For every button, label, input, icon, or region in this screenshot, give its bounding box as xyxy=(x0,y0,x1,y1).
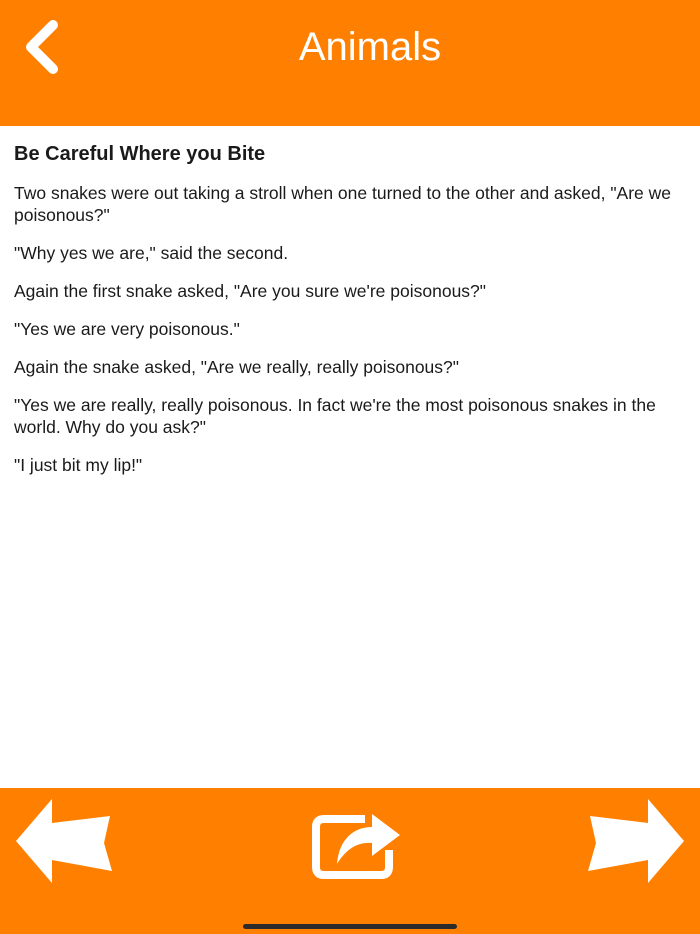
next-joke-button[interactable] xyxy=(586,798,686,884)
page-title: Animals xyxy=(298,25,442,69)
home-indicator[interactable] xyxy=(243,924,457,929)
left-arrow-icon xyxy=(14,798,114,884)
joke-paragraph: "Yes we are really, really poisonous. In fact we're the most poisonous snakes in the world. Why do you ask?" xyxy=(14,395,656,437)
joke-paragraph: Again the snake asked, "Are we really, really poisonous?" xyxy=(14,357,459,377)
previous-joke-button[interactable] xyxy=(14,798,114,884)
joke-paragraph: "I just bit my lip!" xyxy=(14,455,143,475)
share-button[interactable] xyxy=(312,800,404,880)
joke-paragraph: "Yes we are very poisonous." xyxy=(14,319,240,339)
share-icon xyxy=(312,800,404,880)
top-navigation-bar xyxy=(0,0,700,126)
joke-paragraph: Again the first snake asked, "Are you sure we're poisonous?" xyxy=(14,281,486,301)
joke-content xyxy=(14,140,686,492)
joke-title: Be Careful Where you Bite xyxy=(14,143,266,165)
joke-paragraph: Two snakes were out taking a stroll when one turned to the other and asked, "Are we poisonous?" xyxy=(14,183,672,225)
joke-paragraph: "Why yes we are," said the second. xyxy=(14,243,289,263)
right-arrow-icon xyxy=(586,798,686,884)
